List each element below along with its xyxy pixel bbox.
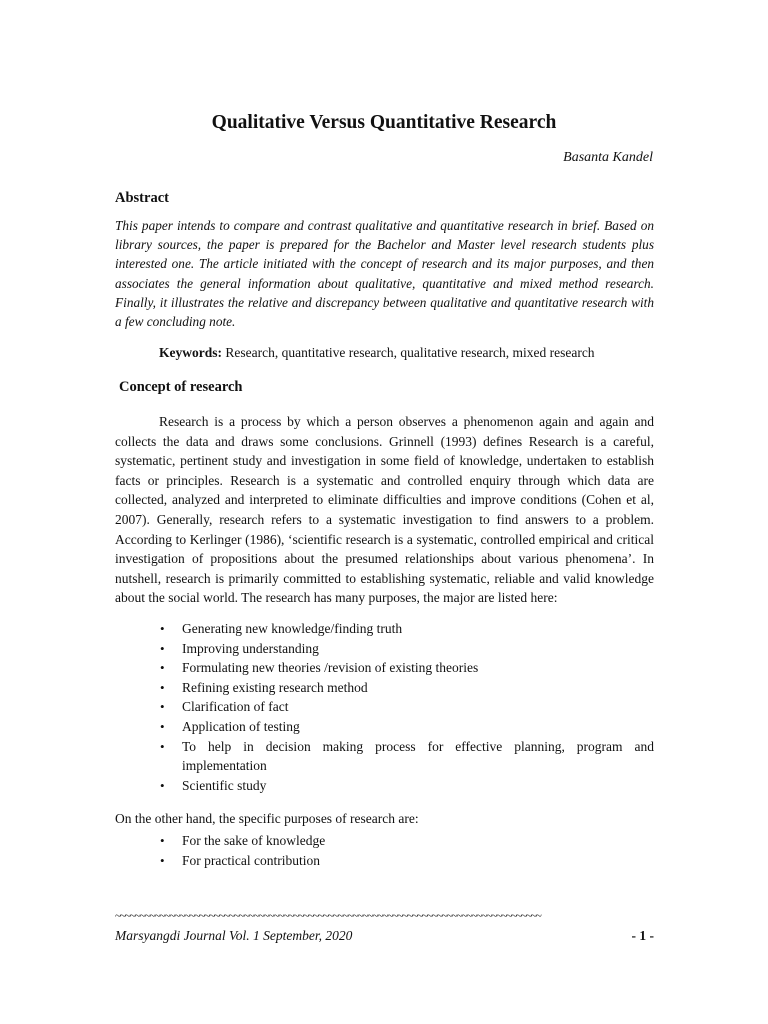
specific-purposes-list [115, 831, 654, 870]
list-item: • Refining existing research method [115, 678, 654, 698]
keywords-text: Research, quantitative research, qualitative research, mixed research [222, 345, 595, 360]
list-item: • Improving understanding [115, 639, 654, 659]
paper-title: Qualitative Versus Quantitative Research [211, 112, 557, 133]
list-item: • Scientific study [115, 776, 654, 796]
list-item: • For the sake of knowledge [115, 831, 654, 851]
concept-paragraph: Research is a process by which a person observes a phenomenon again and again and collects the data and draws some conclusions. Grinnell (1993) defines Research is a careful, systematic, pertinent study and investigation in some field of knowledge, undertaken to establish facts or principles. Research is a systematic and controlled enquiry through which data are collected, analyzed and interpreted to eliminate difficulties and improve conditions (Cohen et al, 2007). Generally, research refers to a systematic investigation to find answers to a problem. According to Kerlinger (1986), ‘scientific research is a systematic, controlled empirical and critical investigation of propositions about the presumed relationships about various phenomena’. In nutshell, research is primarily committed to establishing systematic, reliable and valid knowledge about the social world. The research has many purposes, the major are listed here: [115, 414, 654, 606]
keywords-line [159, 345, 595, 361]
footer-rule: ~~~~~~~~~~~~~~~~~~~~~~~~~~~~~~~~~~~~~~~~~~~~~~~~~~~~~~~~~~~~~~~~~~~~~~~~~~~~~~~~~~~~~~ [115, 913, 541, 919]
list-item: • To help in decision making process for effective planning, program and implementation [115, 737, 654, 776]
list-item: • For practical contribution [115, 851, 654, 871]
list-item: • Clarification of fact [115, 697, 654, 717]
concept-heading: Concept of research [119, 379, 243, 395]
page-number: - 1 - [631, 928, 654, 943]
keywords-label: Keywords: [159, 345, 222, 360]
list-item: • Application of testing [115, 717, 654, 737]
specific-purposes-intro: On the other hand, the specific purposes of research are: [115, 811, 419, 826]
list-item: • Generating new knowledge/finding truth [115, 619, 654, 639]
purposes-list [115, 619, 654, 795]
author-name: Basanta Kandel [563, 150, 653, 165]
list-item: • Formulating new theories /revision of existing theories [115, 658, 654, 678]
abstract-text: This paper intends to compare and contrast qualitative and quantitative research in brief. Based on library sources, the paper is prepared for the Bachelor and Master level research students plus interested one. The article initiated with the concept of research and its major purposes, and then associates the general information about qualitative, quantitative and mixed method research. Finally, it illustrates the relative and discrepancy between qualitative and quantitative research with a few concluding note. [115, 218, 654, 330]
journal-citation: Marsyangdi Journal Vol. 1 September, 2020 [115, 928, 353, 943]
abstract-heading: Abstract [115, 190, 169, 206]
